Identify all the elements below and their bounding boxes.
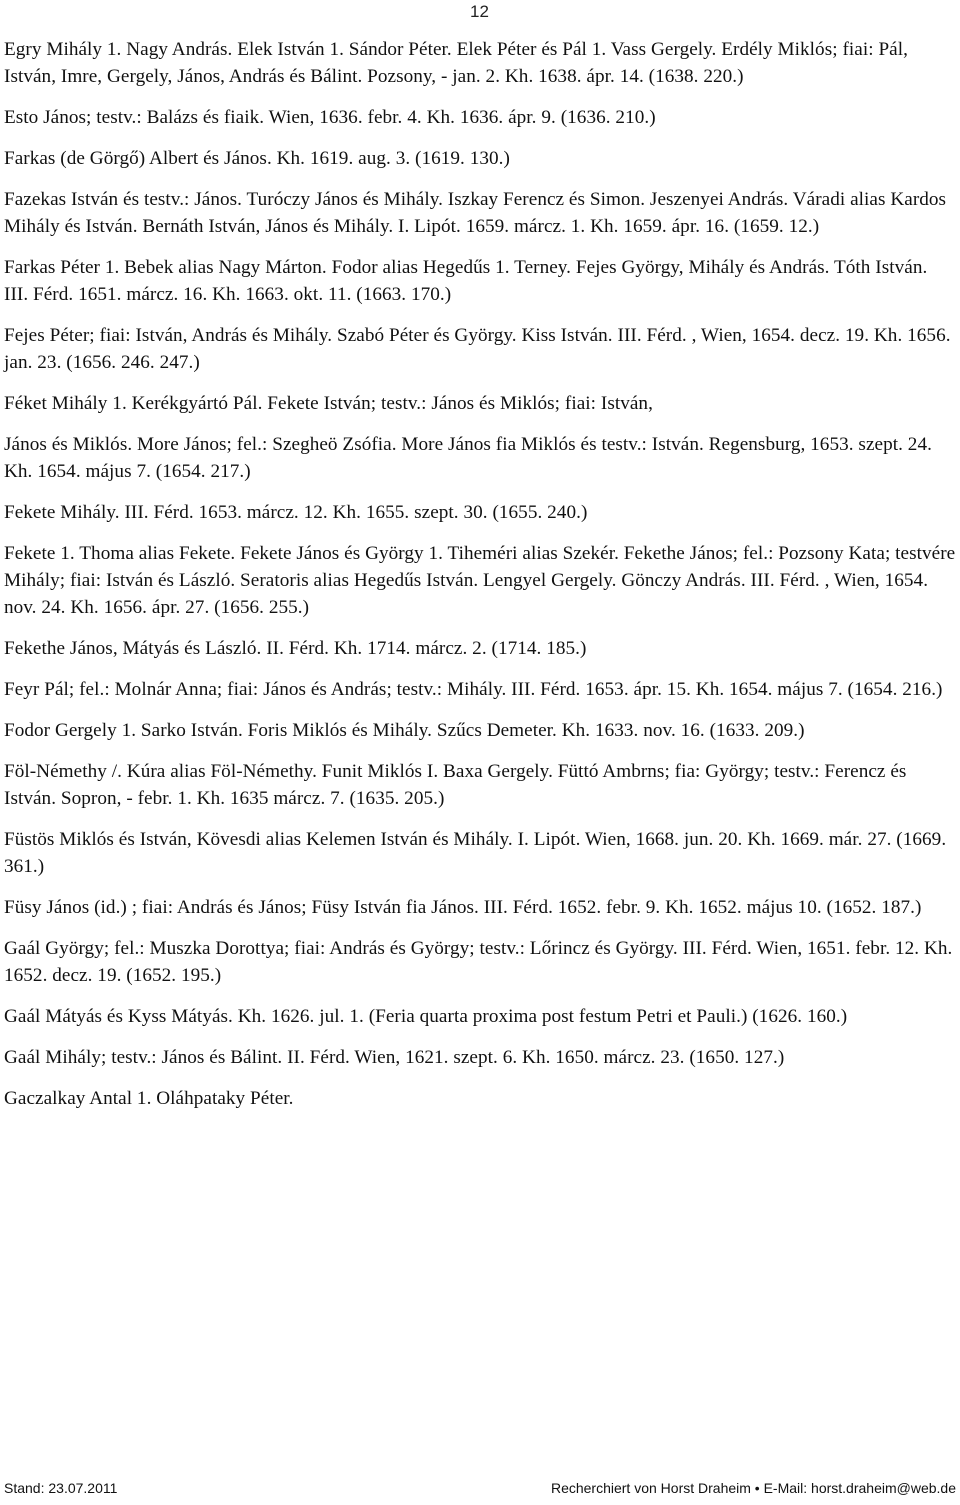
entry: Féket Mihály 1. Kerékgyártó Pál. Fekete István; testv.: János és Miklós; fiai: István, xyxy=(4,393,653,414)
entry: Feyr Pál; fel.: Molnár Anna; fiai: János és András; testv.: Mihály. III. Férd. 1653. ápr. 15. Kh. 1654. május 7. (1654. 216.) xyxy=(4,679,943,700)
entry: Gaczalkay Antal 1. Oláhpataky Péter. xyxy=(4,1088,294,1109)
entry: Fekete Mihály. III. Férd. 1653. márcz. 12. Kh. 1655. szept. 30. (1655. 240.) xyxy=(4,502,588,523)
entry: Fekethe János, Mátyás és László. II. Férd. Kh. 1714. márcz. 2. (1714. 185.) xyxy=(4,638,587,659)
entry: Farkas (de Görgő) Albert és János. Kh. 1619. aug. 3. (1619. 130.) xyxy=(4,148,510,169)
entry: Fodor Gergely 1. Sarko István. Foris Miklós és Mihály. Szűcs Demeter. Kh. 1633. nov. 16. (1633. 209.) xyxy=(4,720,805,741)
entry: Esto János; testv.: Balázs és fiaik. Wien, 1636. febr. 4. Kh. 1636. ápr. 9. (1636. 210.) xyxy=(4,107,656,128)
entry: Föl-Némethy /. Kúra alias Föl-Némethy. Funit Miklós I. Baxa Gergely. Füttó Ambrns; fia: György; testv.: Ferencz és István. Sopron, - febr. 1. Kh. 1635 márcz. 7. (1635. 205.) xyxy=(4,761,907,809)
entry: Gaál Mihály; testv.: János és Bálint. II. Férd. Wien, 1621. szept. 6. Kh. 1650. márcz. 23. (1650. 127.) xyxy=(4,1047,785,1068)
entry: Füstös Miklós és István, Kövesdi alias Kelemen István és Mihály. I. Lipót. Wien, 1668. jun. 20. Kh. 1669. már. 27. (1669. 361.) xyxy=(4,829,947,877)
entry: Egry Mihály 1. Nagy András. Elek István 1. Sándor Péter. Elek Péter és Pál 1. Vass Gergely. Erdély Miklós; fiai: Pál, István, Imre, Gergely, János, András és Bálint. Pozsony, - jan. 2. Kh. 1638. ápr. 14. (1638. 220.) xyxy=(4,39,908,87)
entry: Gaál Mátyás és Kyss Mátyás. Kh. 1626. jul. 1. (Feria quarta proxima post festum Petri et Pauli.) (1626. 160.) xyxy=(4,1006,848,1027)
entry: Fejes Péter; fiai: István, András és Mihály. Szabó Péter és György. Kiss István. III. Férd. , Wien, 1654. decz. 19. Kh. 1656. jan. 23. (1656. 246. 247.) xyxy=(4,325,951,373)
entry: Fekete 1. Thoma alias Fekete. Fekete János és György 1. Tiheméri alias Szekér. Fekethe János; fel.: Pozsony Kata; testvére Mihály; fiai: István és László. Seratoris alias Hegedűs István. Lengyel Gergely. Gönczy András. III. Férd. , Wien, 1654. nov. 24. Kh. 1656. ápr. 27. (1656. 255.) xyxy=(4,543,956,618)
entry: Füsy János (id.) ; fiai: András és János; Füsy István fia János. III. Férd. 1652. febr. 9. Kh. 1652. május 10. (1652. 187.) xyxy=(4,897,922,918)
entry: Fazekas István és testv.: János. Turóczy János és Mihály. Iszkay Ferencz és Simon. Jeszenyei András. Váradi alias Kardos Mihály és István. Bernáth István, János és Mihály. I. Lipót. 1659. márcz. 1. Kh. 1659. ápr. 16. (1659. 12.) xyxy=(4,189,947,237)
entry: Gaál György; fel.: Muszka Dorottya; fiai: András és György; testv.: Lőrincz és György. III. Férd. Wien, 1651. febr. 12. Kh. 1652. decz. 19. (1652. 195.) xyxy=(4,938,953,986)
entry-list xyxy=(4,36,956,1126)
entry: János és Miklós. More János; fel.: Szegheö Zsófia. More János fia Miklós és testv.: István. Regensburg, 1653. szept. 24. Kh. 1654. május 7. (1654. 217.) xyxy=(4,434,932,482)
footer-credit: Recherchiert von Horst Draheim • E-Mail: horst.draheim@web.de xyxy=(550,1480,956,1496)
footer-date: Stand: 23.07.2011 xyxy=(4,1480,118,1496)
page-number: 12 xyxy=(470,2,489,21)
entry: Farkas Péter 1. Bebek alias Nagy Márton. Fodor alias Hegedűs 1. Terney. Fejes György, Mihály és András. Tóth István. III. Férd. 1651. márcz. 16. Kh. 1663. okt. 11. (1663. 170.) xyxy=(4,257,928,305)
